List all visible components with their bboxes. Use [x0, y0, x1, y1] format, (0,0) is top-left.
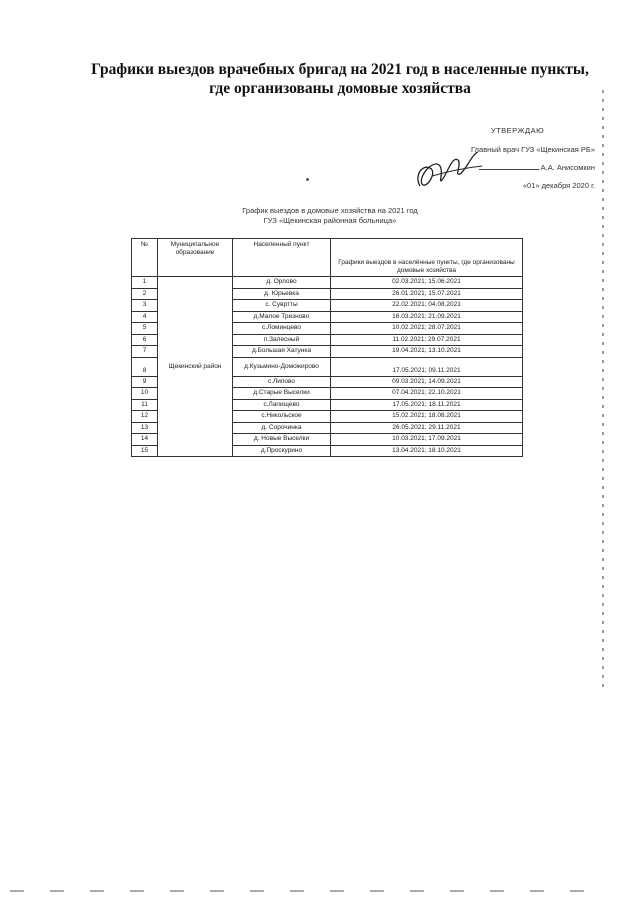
row-num: 3: [132, 300, 158, 312]
row-place: д. Юрьевка: [233, 288, 331, 300]
approval-position: Главный врач ГУЗ «Щекинская РБ»: [471, 145, 595, 154]
page-title: [60, 60, 620, 98]
caption-line-2: ГУЗ «Щекинская районная больница»: [263, 216, 397, 225]
schedule-table: [131, 238, 523, 457]
row-dates: 17.05.2021; 09.11.2021: [331, 357, 523, 376]
row-place: д.Проскурино: [233, 445, 331, 457]
row-place: д. Сорочинка: [233, 422, 331, 434]
row-dates: 09.03.2021; 14.09.2021: [331, 376, 523, 388]
row-place: с.Липово: [233, 376, 331, 388]
row-place: с. Сувртты: [233, 300, 331, 312]
header-municipality: Муниципальное образование: [158, 239, 233, 277]
row-dates: 07.04.2021; 22.10.2021: [331, 388, 523, 400]
row-num: 13: [132, 422, 158, 434]
row-dates: 10.03.2021; 17.09.2021: [331, 434, 523, 446]
header-num: №: [132, 239, 158, 277]
row-place: с.Лапищево: [233, 399, 331, 411]
row-num: 9: [132, 376, 158, 388]
row-dates: 19.04.2021; 13.10.2021: [331, 346, 523, 358]
header-schedule: Графики выездов в населённые пункты, где организованы домовые хозяйства: [331, 239, 523, 277]
row-num: 6: [132, 334, 158, 346]
row-dates: 02.03.2021; 15.06.2021: [331, 277, 523, 289]
row-dates: 10.02.2021; 28.07.2021: [331, 323, 523, 335]
row-dates: 15.02.2021; 18.08.2021: [331, 411, 523, 423]
handwritten-signature: [412, 146, 492, 196]
row-dates: 16.03.2021; 21.09.2021: [331, 311, 523, 323]
row-place: д.Большая Хатунка: [233, 346, 331, 358]
district-cell: Щекинский район: [158, 277, 233, 457]
approval-heading: УТВЕРЖДАЮ: [490, 126, 545, 135]
title-line-1: Графики выездов врачебных бригад на 2021 год в населенные пункты,: [91, 61, 589, 78]
row-num: 11: [132, 399, 158, 411]
scan-edge-bottom: [10, 890, 610, 892]
row-place: д. Орлово: [233, 277, 331, 289]
header-settlement: Населенный пункт: [233, 239, 331, 277]
caption-line-1: График выездов в домовые хозяйства на 2021 год: [242, 206, 418, 215]
row-place: д.Кузьмино-Доможирово: [233, 357, 331, 376]
table-row: [132, 277, 523, 289]
row-dates: 22.02.2021; 04.08.2021: [331, 300, 523, 312]
stray-dot: [306, 178, 309, 181]
approval-name-text: А.А. Анисомкин: [540, 163, 595, 172]
table-caption: [200, 206, 460, 226]
row-place: с.Никольское: [233, 411, 331, 423]
row-dates: 11.02.2021; 29.07.2021: [331, 334, 523, 346]
approval-date: «01» декабря 2020 г.: [522, 181, 595, 190]
row-num: 5: [132, 323, 158, 335]
row-dates: 26.01.2021; 15.07.2021: [331, 288, 523, 300]
row-num: 7: [132, 346, 158, 358]
row-place: с.Ломинцево: [233, 323, 331, 335]
row-place: д. Новые Выселки: [233, 434, 331, 446]
row-num: 10: [132, 388, 158, 400]
row-num: 1: [132, 277, 158, 289]
table-header-row: [132, 239, 523, 277]
row-place: д.Старые Выселки: [233, 388, 331, 400]
row-place: п.Залесный: [233, 334, 331, 346]
row-place: д.Малое Тризново: [233, 311, 331, 323]
row-num: 8: [132, 357, 158, 376]
row-num: 4: [132, 311, 158, 323]
row-num: 14: [132, 434, 158, 446]
row-dates: 17.05.2021; 18.11.2021: [331, 399, 523, 411]
row-num: 15: [132, 445, 158, 457]
title-line-2: где организованы домовые хозяйства: [209, 80, 471, 97]
row-num: 2: [132, 288, 158, 300]
scan-edge-right: [602, 90, 604, 690]
row-dates: 26.05.2021; 29.11.2021: [331, 422, 523, 434]
row-dates: 13.04.2021; 18.10.2021: [331, 445, 523, 457]
row-num: 12: [132, 411, 158, 423]
